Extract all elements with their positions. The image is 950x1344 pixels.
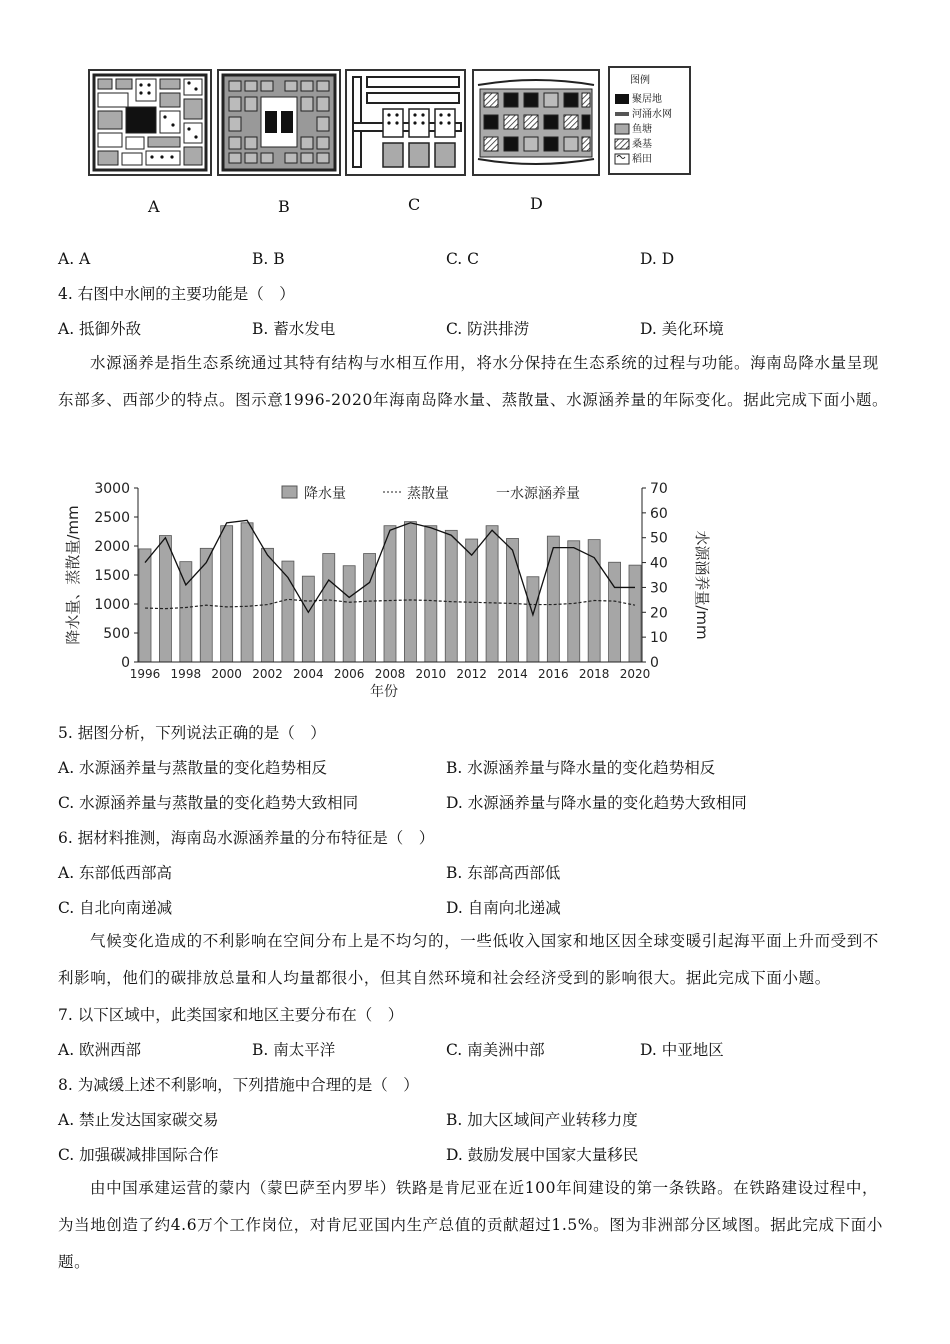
left-tick-label: 1500 xyxy=(94,568,130,584)
figure-d-map xyxy=(474,71,598,174)
precipitation-bar xyxy=(139,549,151,662)
chart-svg xyxy=(60,472,720,704)
precipitation-bar xyxy=(466,539,478,662)
legend-evap-label: 蒸散量 xyxy=(407,486,449,502)
x-tick-label: 1996 xyxy=(129,667,161,681)
legend-precip-label: 降水量 xyxy=(304,486,346,502)
x-tick-label: 2016 xyxy=(538,667,569,681)
q8-option-a: A. 禁止发达国家碳交易 xyxy=(58,1111,219,1129)
q3-option-a: A. A xyxy=(58,250,91,268)
left-axis-title: 降水量、蒸散量/mm xyxy=(64,505,82,645)
legend-label-pond: 鱼塘 xyxy=(632,124,652,135)
figure-label-d: D xyxy=(530,194,543,213)
legend-label-mulberry: 桑基 xyxy=(632,139,652,150)
legend-swatch-settlement xyxy=(615,94,629,104)
x-tick-label: 2010 xyxy=(415,667,447,681)
legend-labels xyxy=(632,92,672,167)
legend-label-paddy: 稻田 xyxy=(632,154,652,165)
figure-d xyxy=(472,69,600,176)
q4-option-c: C. 防洪排涝 xyxy=(446,320,530,338)
left-tick-label: 2500 xyxy=(94,510,130,526)
figure-a-map xyxy=(90,71,210,174)
legend-swatch-pond xyxy=(615,124,629,134)
legend-title: 图例 xyxy=(630,75,650,86)
right-tick-label: 60 xyxy=(650,505,668,522)
figure-label-b: B xyxy=(278,197,290,216)
right-tick-label: 0 xyxy=(650,655,659,671)
legend-swatch-paddy xyxy=(615,154,629,164)
right-tick-label: 50 xyxy=(650,530,668,547)
figure-a xyxy=(88,69,212,176)
precipitation-bar xyxy=(507,538,519,662)
q5-option-c: C. 水源涵养量与蒸散量的变化趋势大致相同 xyxy=(58,794,359,812)
right-tick-label: 20 xyxy=(650,605,668,622)
q7-option-a: A. 欧洲西部 xyxy=(58,1041,142,1059)
legend-label-settlement: 聚居地 xyxy=(632,94,662,105)
precipitation-bar xyxy=(159,536,171,662)
left-tick-label: 500 xyxy=(103,626,130,642)
left-tick-label: 1000 xyxy=(94,597,130,613)
left-tick-label: 3000 xyxy=(94,481,130,497)
q4-option-b: B. 蓄水发电 xyxy=(252,320,336,338)
precipitation-bar xyxy=(343,566,355,662)
x-tick-label: 2004 xyxy=(293,667,324,681)
precipitation-bar xyxy=(527,577,539,662)
figure-c-map xyxy=(347,71,464,174)
legend-box xyxy=(608,66,691,175)
left-tick-label: 2000 xyxy=(94,539,130,555)
right-tick-label: 10 xyxy=(650,630,668,647)
precipitation-bar xyxy=(547,536,559,662)
x-tick-label: 2008 xyxy=(374,667,406,681)
precipitation-bar xyxy=(425,526,437,662)
x-tick-label: 2002 xyxy=(252,667,283,681)
q7-option-b: B. 南太平洋 xyxy=(252,1041,336,1059)
precipitation-bar xyxy=(282,561,294,662)
q5-option-a: A. 水源涵养量与蒸散量的变化趋势相反 xyxy=(58,759,328,777)
x-axis-title: 年份 xyxy=(370,684,398,700)
q3-option-b: B. B xyxy=(252,250,285,268)
q5-stem: 5. 据图分析，下列说法正确的是（ ） xyxy=(58,724,326,742)
precipitation-bar xyxy=(364,554,376,662)
precipitation-bar xyxy=(384,526,396,662)
q7-stem: 7. 以下区域中，此类国家和地区主要分布在（ ） xyxy=(58,1006,404,1024)
q4-option-d: D. 美化环境 xyxy=(640,320,724,338)
figure-b xyxy=(217,69,341,176)
legend-swatch-river xyxy=(615,112,629,116)
legend-label-river: 河涌水网 xyxy=(632,109,672,120)
figure-label-a: A xyxy=(148,197,160,216)
precipitation-bar xyxy=(241,523,253,662)
q5-option-b: B. 水源涵养量与降水量的变化趋势相反 xyxy=(446,759,716,777)
legend-swatch-mulberry xyxy=(615,139,629,149)
passage-climate-change: 气候变化造成的不利影响在空间分布上是不均匀的，一些低收入国家和地区因全球变暖引起海平面上升而受到不利影响，他们的碳排放总量和人均量都很小，但其自然环境和社会经济受到的影响很大。据此完成下面小题。 xyxy=(58,932,879,987)
precipitation-bar xyxy=(445,530,457,662)
precipitation-bar xyxy=(323,554,335,662)
right-tick-label: 70 xyxy=(650,481,668,497)
q5-option-d: D. 水源涵养量与降水量的变化趋势大致相同 xyxy=(446,794,747,812)
q6-stem: 6. 据材料推测，海南岛水源涵养量的分布特征是（ ） xyxy=(58,829,435,847)
q3-option-c: C. C xyxy=(446,250,480,268)
right-tick-label: 30 xyxy=(650,580,668,597)
precipitation-bar xyxy=(486,526,498,662)
figure-b-map xyxy=(219,71,339,174)
precipitation-bar xyxy=(221,526,233,662)
q8-option-b: B. 加大区域间产业转移力度 xyxy=(446,1111,638,1129)
q8-option-d: D. 鼓励发展中国家大量移民 xyxy=(446,1146,639,1164)
q4-stem: 4. 右图中水闸的主要功能是（ ） xyxy=(58,285,295,303)
right-tick-label: 40 xyxy=(650,555,668,572)
q6-option-a: A. 东部低西部高 xyxy=(58,864,173,882)
left-tick-label: 0 xyxy=(121,655,130,671)
figure-label-c: C xyxy=(408,195,421,214)
x-tick-label: 2012 xyxy=(456,667,487,681)
chart-container xyxy=(60,472,720,704)
q8-stem: 8. 为减缓上述不利影响，下列措施中合理的是（ ） xyxy=(58,1076,419,1094)
x-tick-label: 2020 xyxy=(619,667,651,681)
q6-option-c: C. 自北向南递减 xyxy=(58,899,173,917)
x-tick-label: 1998 xyxy=(170,667,202,681)
x-tick-label: 2000 xyxy=(211,667,242,681)
q4-option-a: A. 抵御外敌 xyxy=(58,320,142,338)
q7-option-c: C. 南美洲中部 xyxy=(446,1041,545,1059)
legend-water-label: 一水源涵养量 xyxy=(496,486,580,502)
q8-option-c: C. 加强碳减排国际合作 xyxy=(58,1146,219,1164)
x-tick-label: 2006 xyxy=(333,667,365,681)
precipitation-bar xyxy=(404,522,416,662)
passage-railway: 由中国承建运营的蒙内（蒙巴萨至内罗毕）铁路是肯尼亚在近100年间建设的第一条铁路。在铁路建设过程中，为当地创造了约4.6万个工作岗位，对肯尼亚国内生产总值的贡献超过1.5%。图为非洲部分区域图。据此完成下面小题。 xyxy=(58,1179,883,1271)
precipitation-bar xyxy=(629,565,641,662)
q7-option-d: D. 中亚地区 xyxy=(640,1041,724,1059)
q6-option-d: D. 自南向北递减 xyxy=(446,899,561,917)
precipitation-bar xyxy=(568,541,580,662)
precipitation-bar xyxy=(302,576,314,662)
passage-water-conservation: 水源涵养是指生态系统通过其特有结构与水相互作用，将水分保持在生态系统的过程与功能。海南岛降水量呈现东部多、西部少的特点。图示意1996-2020年海南岛降水量、蒸散量、水源涵养量的年际变化。据此完成下面小题。 xyxy=(58,354,889,409)
q6-option-b: B. 东部高西部低 xyxy=(446,864,561,882)
x-tick-label: 2018 xyxy=(578,667,610,681)
q3-option-d: D. D xyxy=(640,250,675,268)
precipitation-bar xyxy=(609,562,621,662)
legend-precip-swatch xyxy=(282,486,297,498)
figure-c xyxy=(345,69,466,176)
x-tick-label: 2014 xyxy=(497,667,528,681)
right-axis-title: 水源涵养量/mm xyxy=(693,530,711,640)
